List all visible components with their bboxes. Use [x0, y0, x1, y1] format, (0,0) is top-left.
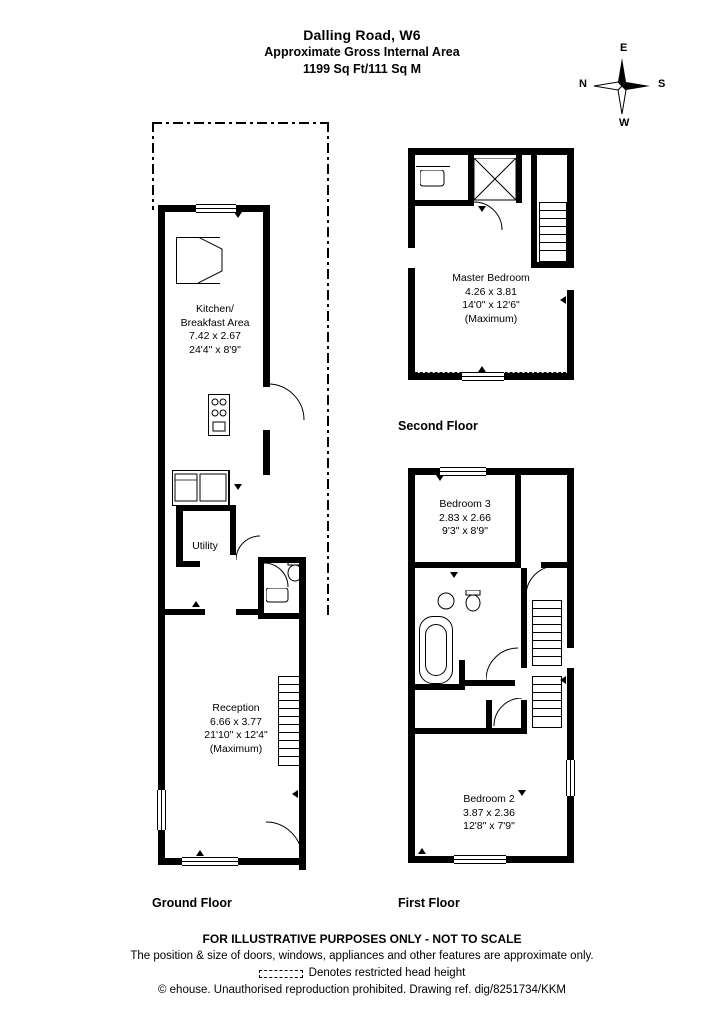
- footer-disclaimer: FOR ILLUSTRATIVE PURPOSES ONLY - NOT TO SCALE: [202, 932, 522, 946]
- first-arrow-front: [418, 848, 426, 854]
- compass-label-north: N: [579, 78, 587, 90]
- bedroom3-wall-bottom: [415, 562, 515, 568]
- bathroom-toilet-icon: [464, 590, 484, 616]
- restricted-head-height-boundary-left: [152, 122, 154, 210]
- bathroom-wall-right: [459, 660, 465, 686]
- hall-wall-segment: [165, 609, 205, 615]
- second-restricted-head-dashed-right: [500, 372, 566, 373]
- second-ensuite-wall-bottom: [408, 200, 474, 206]
- second-landing-wall-left: [531, 155, 537, 267]
- bedroom3-wall-right: [515, 475, 521, 568]
- compass-label-west: W: [619, 117, 630, 129]
- footer-legend-text: Denotes restricted head height: [308, 967, 466, 979]
- first-wall-left-upper: [408, 468, 415, 623]
- compass-label-east: E: [620, 42, 628, 54]
- second-ensuite-counter: [416, 166, 450, 167]
- reception-front-door-arc: [262, 820, 304, 860]
- master-bedroom-label: Master Bedroom 4.26 x 3.81 14'0" x 12'6" (Maximum): [452, 272, 530, 325]
- utility-room-label: Utility: [192, 540, 218, 552]
- first-wall-left-lower: [408, 735, 415, 863]
- first-wall-right-upper: [567, 468, 574, 648]
- first-arrow-bedroom3: [436, 475, 444, 481]
- bathtub-inner-icon: [425, 624, 447, 676]
- bedroom3-door-arc: [524, 566, 558, 600]
- first-arrow-landing: [560, 676, 566, 684]
- kitchen-room-label: Kitchen/ Breakfast Area 7.42 x 2.67 24'4" x 8'9": [180, 303, 250, 356]
- kitchen-door-arc: [268, 382, 308, 422]
- footer-copyright: © ehouse. Unauthorised reproduction prohibited. Drawing ref. dig/8251734/KKM: [157, 984, 567, 996]
- ground-arrow-reception: [292, 790, 298, 798]
- restricted-head-height-boundary-right: [327, 122, 329, 619]
- second-wall-right-upper: [567, 148, 574, 268]
- second-wall-left-upper: [408, 148, 415, 248]
- first-arrow-bathroom: [450, 572, 458, 578]
- second-floor-caption: Second Floor: [398, 419, 478, 433]
- footer-note: The position & size of doors, windows, appliances and other features are approximate only.: [130, 950, 594, 962]
- second-staircase: [539, 202, 567, 262]
- compass-label-south: S: [658, 78, 666, 90]
- ground-arrow-hall: [192, 601, 200, 607]
- second-shower-wall: [516, 155, 522, 203]
- kitchen-bay-icon: [198, 237, 224, 284]
- second-ensuite-basin-icon: [420, 170, 446, 190]
- page-footer: [0, 930, 724, 999]
- second-landing-wall-bottom: [531, 262, 573, 268]
- ground-arrow-mid: [234, 484, 242, 490]
- utility-wall-left: [176, 505, 183, 567]
- header-subtitle-size: 1199 Sq Ft/111 Sq M: [302, 62, 422, 76]
- kitchen-unit-divider: [228, 470, 229, 506]
- bathroom-door-arc: [486, 646, 520, 682]
- restricted-head-height-boundary-top: [152, 122, 328, 124]
- reception-room-label: Reception 6.66 x 3.77 21'10" x 12'4" (Maximum): [204, 702, 268, 755]
- wc-door-arc: [264, 563, 290, 591]
- hall-wall-segment-2: [236, 609, 262, 615]
- footer-legend-row: [0, 965, 724, 982]
- restricted-head-height-key-icon: [259, 970, 303, 978]
- first-wall-left-mid: [408, 623, 415, 735]
- second-arrow-ensuite: [478, 206, 486, 212]
- kitchen-hob-burners-icon: [210, 396, 228, 434]
- compass-rose: [572, 38, 672, 138]
- bathroom-wall-bottom-left: [415, 684, 465, 690]
- ground-floor-caption: Ground Floor: [152, 896, 232, 910]
- kitchen-counter-side: [176, 237, 177, 283]
- kitchen-sink-icon: [174, 472, 228, 504]
- bedroom3-label: Bedroom 3 2.83 x 2.66 9'3" x 8'9": [439, 498, 491, 537]
- ground-arrow-rear: [234, 212, 242, 218]
- ground-wall-right-a: [263, 430, 270, 475]
- second-shower-icon: [474, 158, 518, 202]
- compass-needle-icon: [592, 56, 652, 116]
- wc-wall-bottom: [258, 613, 306, 619]
- ground-wall-left-lower: [158, 475, 165, 615]
- ground-wall-left-mid: [158, 365, 165, 475]
- ground-arrow-front: [196, 850, 204, 856]
- page-title: Dalling Road, W6: [303, 27, 421, 43]
- second-wall-top: [408, 148, 574, 155]
- header-subtitle-area: Approximate Gross Internal Area: [264, 45, 460, 59]
- first-wall-top: [408, 468, 574, 475]
- bathroom-basin-icon: [437, 592, 457, 612]
- ground-wall-right-kitchen: [263, 205, 270, 387]
- bedroom2-label: Bedroom 2 3.87 x 2.36 12'8" x 7'9": [463, 793, 515, 832]
- bedroom2-door-arc: [492, 698, 524, 730]
- first-floor-caption: First Floor: [398, 896, 460, 910]
- second-arrow-window: [478, 366, 486, 372]
- master-bedroom-door-arc: [474, 200, 504, 232]
- utility-wall-top: [176, 505, 236, 511]
- bedroom2-wall-top: [415, 728, 493, 734]
- utility-wall-bottom: [176, 561, 200, 567]
